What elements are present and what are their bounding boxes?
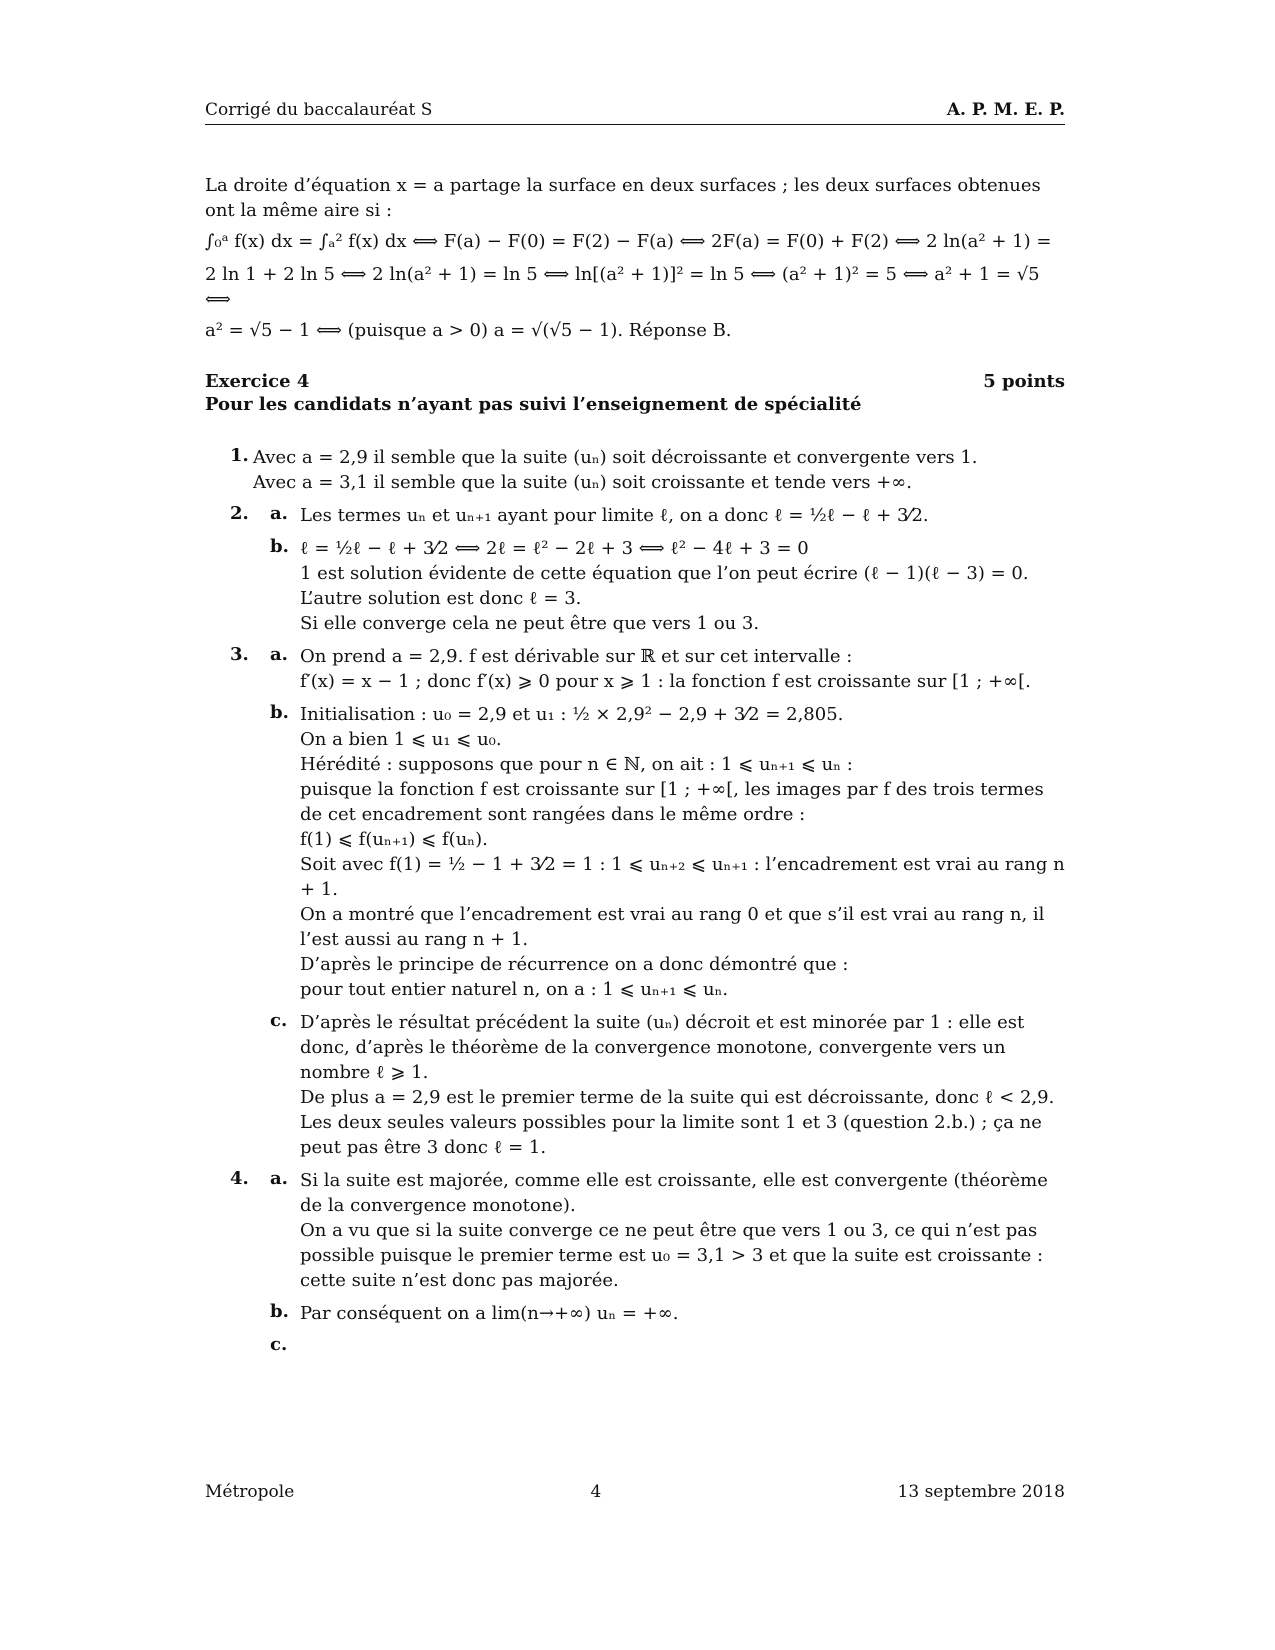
header-left: Corrigé du baccalauréat S [205, 100, 433, 120]
q3b-line-1: Initialisation : u₀ = 2,9 et u₁ : ½ × 2,9² − 2,9 + 3⁄2 = 2,805. [300, 704, 844, 725]
q2b-line-1: ℓ = ½ℓ − ℓ + 3⁄2 ⟺ 2ℓ = ℓ² − 2ℓ + 3 ⟺ ℓ² − 4ℓ + 3 = 0 [300, 538, 809, 559]
question-3b [205, 702, 1065, 1002]
q4b-line-1: Par conséquent on a lim(n→+∞) uₙ = +∞. [300, 1303, 679, 1324]
footer-right: 13 septembre 2018 [897, 1482, 1065, 1502]
question-2b-label: b. [270, 536, 289, 557]
question-1 [205, 445, 1065, 495]
q3b-line-8: D’après le principe de récurrence on a donc démontré que : [300, 954, 849, 975]
question-4a-label: a. [270, 1168, 288, 1189]
question-1-number: 1. [230, 445, 249, 466]
question-2a-label: a. [270, 503, 288, 524]
question-4-number: 4. [230, 1168, 249, 1189]
q3b-line-4: puisque la fonction f est croissante sur [1 ; +∞[, les images par f des trois termes de cet encadrement sont rangées dans le même ordre : [300, 779, 1044, 825]
q2b-line-4: Si elle converge cela ne peut être que vers 1 ou 3. [300, 613, 760, 634]
exercise-points: 5 points [983, 371, 1065, 392]
question-4c-label: c. [270, 1334, 288, 1355]
exercise-header [205, 371, 1065, 392]
q3b-line-6: Soit avec f(1) = ½ − 1 + 3⁄2 = 1 : 1 ⩽ uₙ₊₂ ⩽ uₙ₊₁ : l’encadrement est vrai au rang n + 1. [300, 854, 1065, 900]
intro-line-2: ∫₀ᵃ f(x) dx = ∫ₐ² f(x) dx ⟺ F(a) − F(0) = F(2) − F(a) ⟺ 2F(a) = F(0) + F(2) ⟺ 2 ln(a² + 1) = [205, 231, 1052, 252]
question-4b-label: b. [270, 1301, 289, 1322]
intro-line-3: 2 ln 1 + 2 ln 5 ⟺ 2 ln(a² + 1) = ln 5 ⟺ ln[(a² + 1)]² = ln 5 ⟺ (a² + 1)² = 5 ⟺ a² + 1 = √5 ⟺ [205, 264, 1040, 310]
question-3c-label: c. [270, 1010, 288, 1031]
q2b-line-3: L’autre solution est donc ℓ = 3. [300, 588, 582, 609]
q4a-line-1: Si la suite est majorée, comme elle est croissante, elle est convergente (théorème de la convergence monotone). [300, 1170, 1048, 1216]
question-4b [205, 1301, 1065, 1326]
page-footer [205, 1482, 1065, 1502]
q1-line-2: Avec a = 3,1 il semble que la suite (uₙ) soit croissante et tende vers +∞. [253, 472, 913, 493]
question-3-number: 3. [230, 644, 249, 665]
exercise-subtitle: Pour les candidats n’ayant pas suivi l’enseignement de spécialité [205, 394, 862, 415]
q3a-line-1: On prend a = 2,9. f est dérivable sur ℝ et sur cet intervalle : [300, 646, 853, 667]
intro-line-4: a² = √5 − 1 ⟺ (puisque a > 0) a = √(√5 − 1). Réponse B. [205, 320, 732, 341]
question-4a [205, 1168, 1065, 1293]
q3c-line-3: Les deux seules valeurs possibles pour la limite sont 1 et 3 (question 2.b.) ; ça ne peut pas être 3 donc ℓ = 1. [300, 1112, 1042, 1158]
q3c-line-2: De plus a = 2,9 est le premier terme de la suite qui est décroissante, donc ℓ < 2,9. [300, 1087, 1055, 1108]
footer-left: Métropole [205, 1482, 295, 1502]
q3a-line-2: f′(x) = x − 1 ; donc f′(x) ⩾ 0 pour x ⩾ 1 : la fonction f est croissante sur [1 ; +∞[. [300, 671, 1031, 692]
page-number: 4 [590, 1482, 602, 1502]
q3b-line-7: On a montré que l’encadrement est vrai au rang 0 et que s’il est vrai au rang n, il l’est aussi au rang n + 1. [300, 904, 1045, 950]
page-header [205, 100, 1065, 125]
q3b-line-5: f(1) ⩽ f(uₙ₊₁) ⩽ f(uₙ). [300, 829, 488, 850]
question-2-number: 2. [230, 503, 249, 524]
intro-line-1: La droite d’équation x = a partage la surface en deux surfaces ; les deux surfaces obtenues ont la même aire si : [205, 175, 1041, 221]
q3c-line-1: D’après le résultat précédent la suite (uₙ) décroit et est minorée par 1 : elle est donc, d’après le théorème de la convergence monotone, convergente vers un nombre ℓ ⩾ 1. [300, 1012, 1025, 1083]
question-3b-label: b. [270, 702, 289, 723]
page [205, 100, 1065, 1359]
q1-line-1: Avec a = 2,9 il semble que la suite (uₙ) soit décroissante et convergente vers 1. [253, 447, 978, 468]
q2a-line-1: Les termes uₙ et uₙ₊₁ ayant pour limite ℓ, on a donc ℓ = ½ℓ − ℓ + 3⁄2. [300, 505, 929, 526]
question-2b [205, 536, 1065, 636]
header-right: A. P. M. E. P. [946, 100, 1065, 120]
q3b-line-2: On a bien 1 ⩽ u₁ ⩽ u₀. [300, 729, 502, 750]
q3b-line-9: pour tout entier naturel n, on a : 1 ⩽ uₙ₊₁ ⩽ uₙ. [300, 979, 729, 1000]
question-3a [205, 644, 1065, 694]
q2b-line-2: 1 est solution évidente de cette équation que l’on peut écrire (ℓ − 1)(ℓ − 3) = 0. [300, 563, 1029, 584]
question-3a-label: a. [270, 644, 288, 665]
question-3c [205, 1010, 1065, 1160]
q3b-line-3: Hérédité : supposons que pour n ∈ ℕ, on ait : 1 ⩽ uₙ₊₁ ⩽ uₙ : [300, 754, 853, 775]
question-2a [205, 503, 1065, 528]
question-4c [205, 1334, 1065, 1359]
exercise-title: Exercice 4 [205, 371, 310, 392]
q4a-line-2: On a vu que si la suite converge ce ne peut être que vers 1 ou 3, ce qui n’est pas possible puisque le premier terme est u₀ = 3,1 > 3 et que la suite est croissante : cette suite n’est donc pas majorée. [300, 1220, 1044, 1291]
